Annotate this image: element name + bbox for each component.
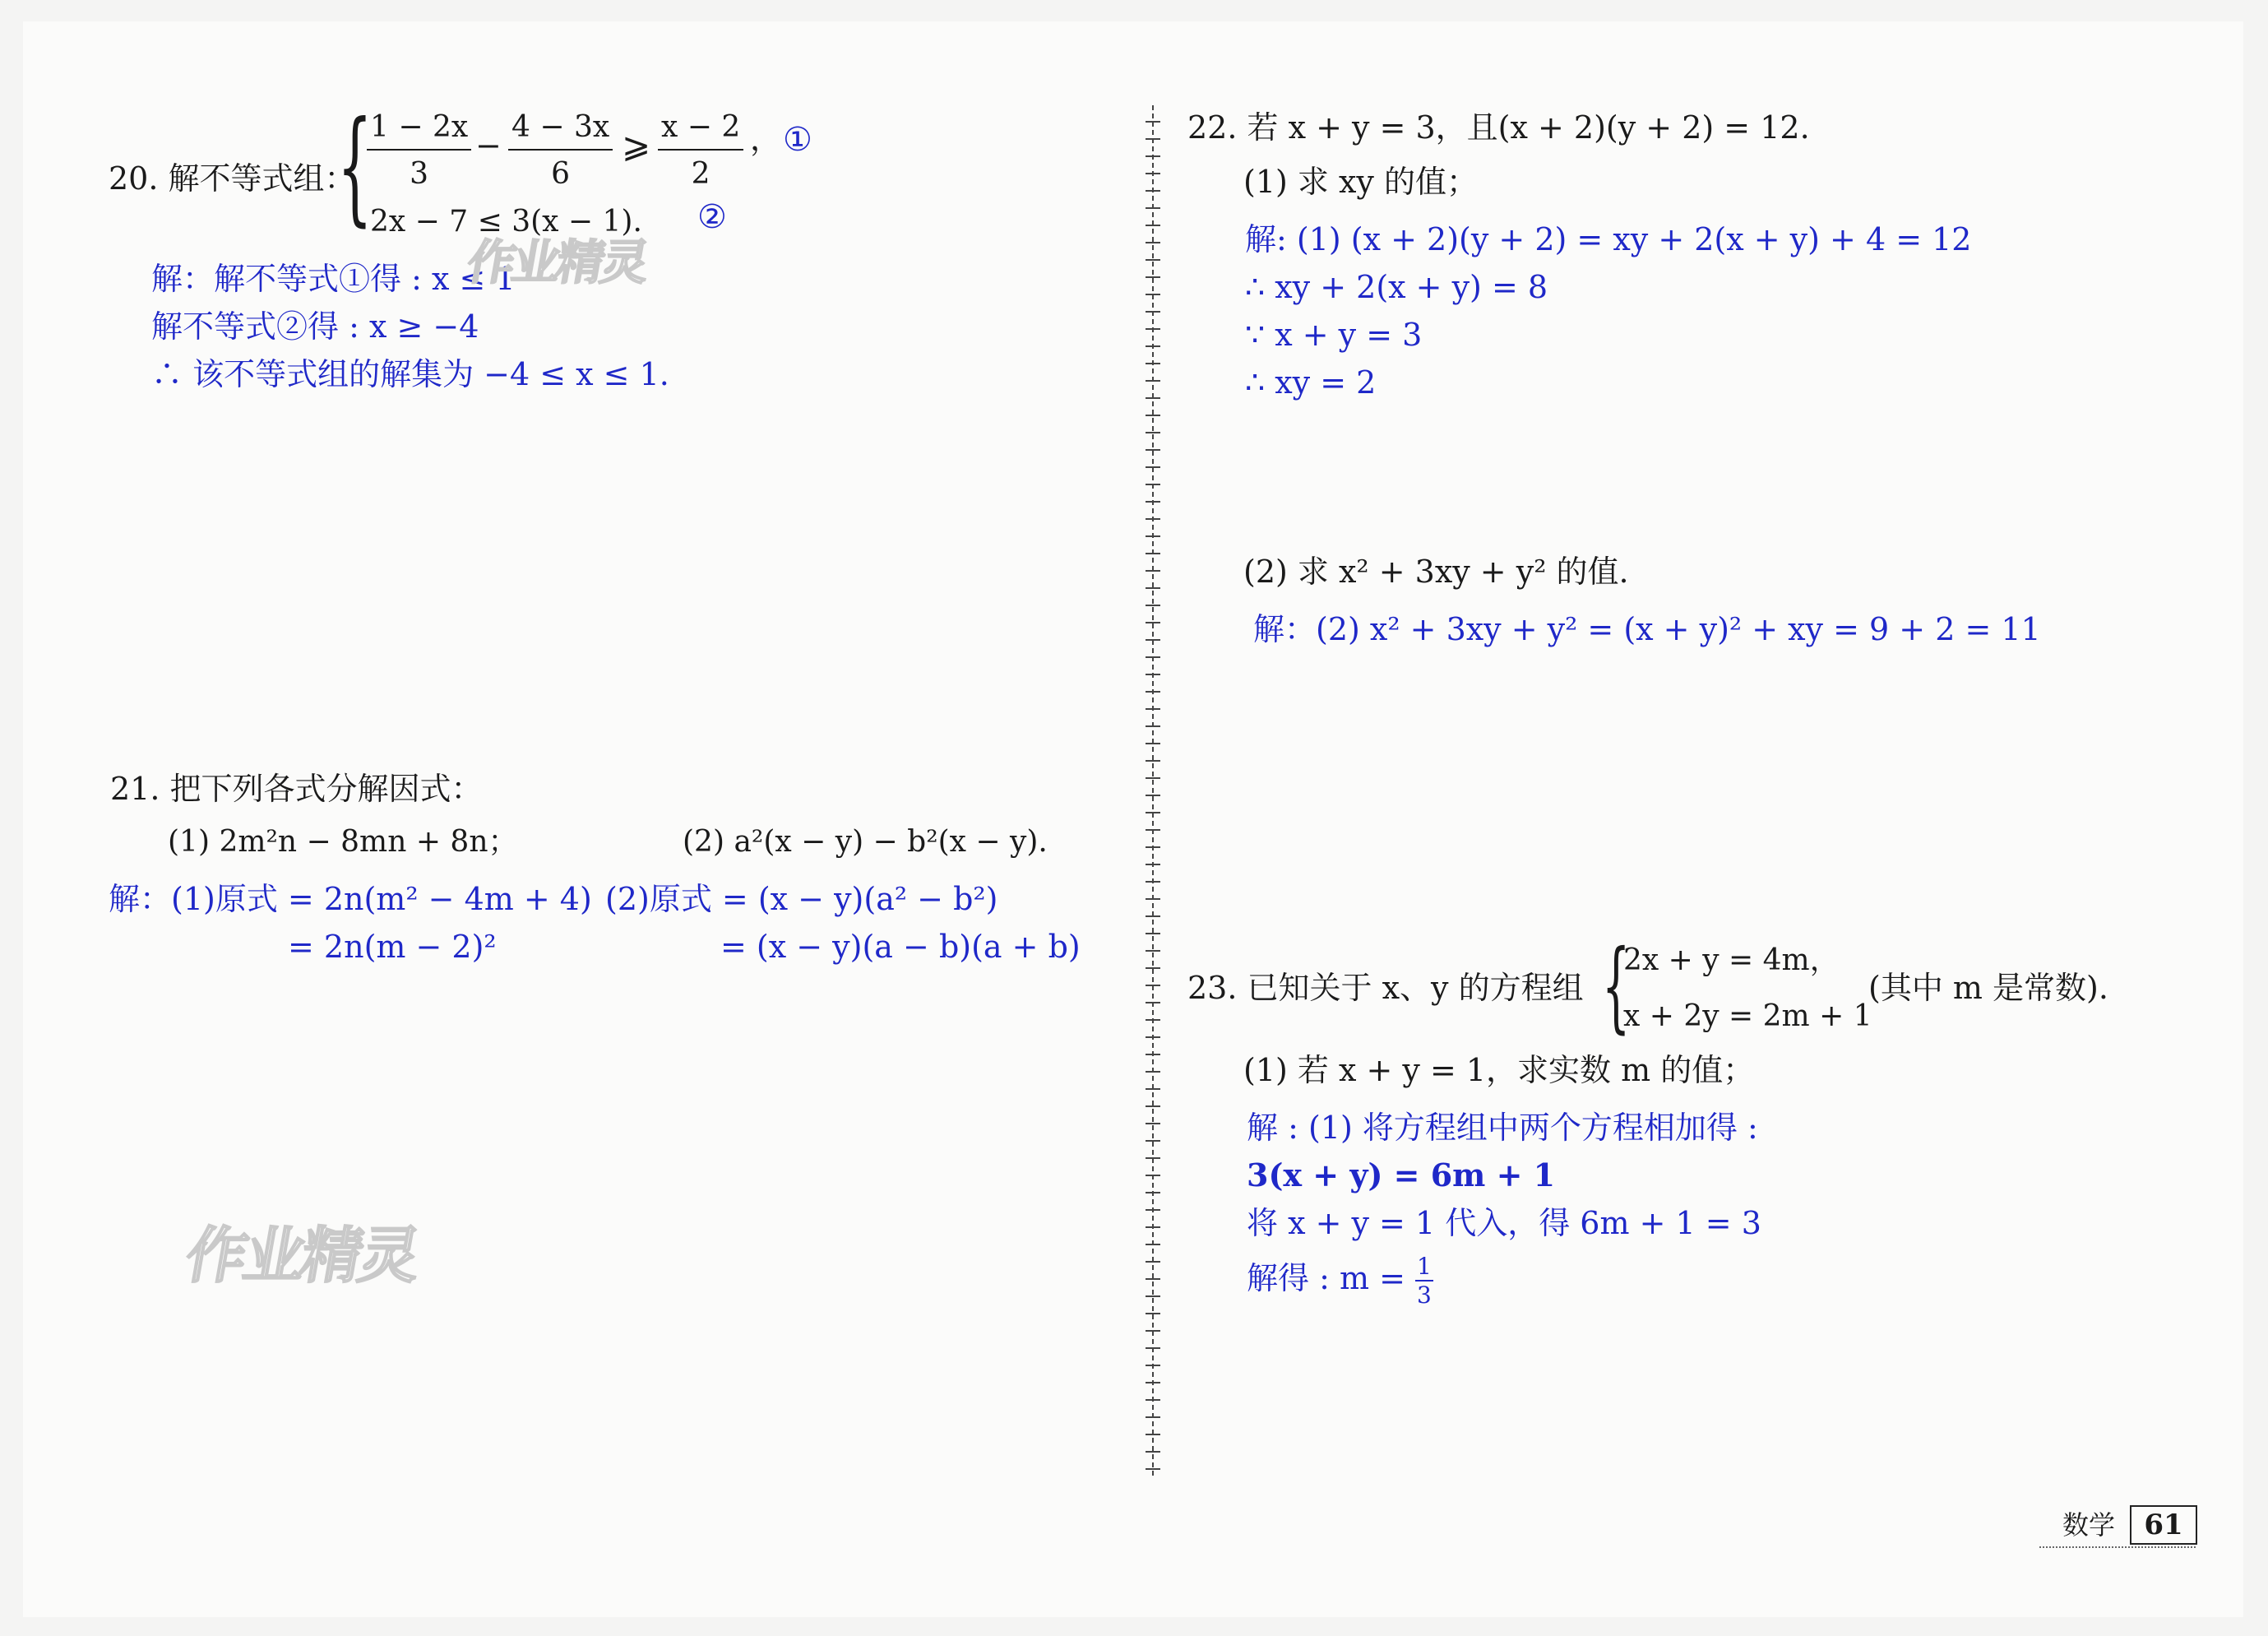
q20-frac2 xyxy=(508,110,613,191)
q21-part2: (2) a²(x − y) − b²(x − y). xyxy=(683,825,1048,859)
q23-label: 23. 已知关于 x、y 的方程组 xyxy=(1187,970,1584,1006)
q20-label: 20. 解不等式组： xyxy=(109,160,356,197)
q22-answer1-line-4: ∴ xy = 2 xyxy=(1245,364,1377,401)
q20-frac2-num: 4 − 3x xyxy=(508,110,613,151)
q20-frac3-den: 2 xyxy=(691,157,710,191)
q21-answer-right-1: (2)原式 = (x − y)(a² − b²) xyxy=(605,881,998,917)
column-divider xyxy=(1152,105,1154,1476)
q20-frac3 xyxy=(658,110,743,191)
watermark: 作业精灵 xyxy=(180,1221,424,1291)
q23-answer-frac-num: 1 xyxy=(1417,1253,1432,1280)
q23-answer-fraction xyxy=(1415,1255,1433,1307)
q20-answer-line-2: 解不等式②得 : x ≥ −4 xyxy=(151,308,479,345)
q23-answer-line-2: 3(x + y) = 6m + 1 xyxy=(1247,1156,1556,1193)
q20-frac3-num: x − 2 xyxy=(658,110,743,151)
q23-note: (其中 m 是常数). xyxy=(1868,970,2108,1006)
q20-mark1: ① xyxy=(783,121,812,159)
q21-answer-left-2: = 2n(m − 2)² xyxy=(288,929,497,965)
q23-answer-line-1: 解 : (1) 将方程组中两个方程相加得 : xyxy=(1247,1110,1758,1146)
q23-part1: (1) 若 x + y = 1，求实数 m 的值； xyxy=(1243,1052,1755,1088)
q20-brace: { xyxy=(337,95,373,239)
q20-comma: ， xyxy=(750,121,782,157)
q20-frac1-num: 1 − 2x xyxy=(367,110,471,151)
page-number: 61 xyxy=(2130,1505,2197,1545)
footer-subject: 数学 xyxy=(2062,1509,2116,1541)
q22-answer1-line-3: ∵ x + y = 3 xyxy=(1245,317,1423,353)
q23-brace: { xyxy=(1602,929,1631,1044)
footer-dotted-line xyxy=(2039,1546,2196,1548)
q22-part1: (1) 求 xy 的值； xyxy=(1243,164,1478,200)
q20-ge: ⩾ xyxy=(622,125,651,165)
q20-ineq2: 2x − 7 ≤ 3(x − 1). xyxy=(370,205,642,239)
q22-answer2: 解：(2) x² + 3xy + y² = (x + y)² + xy = 9 + 2 = 11 xyxy=(1253,611,2041,647)
q23-answer-line-4-text: 解得 : m = xyxy=(1247,1260,1405,1296)
q20-frac1-den: 3 xyxy=(410,157,429,191)
q23-eq1: 2x + y = 4m， xyxy=(1623,943,1840,977)
q21-answer-right-2: = (x − y)(a − b)(a + b) xyxy=(720,929,1081,965)
q23-answer-line-3: 将 x + y = 1 代入，得 6m + 1 = 3 xyxy=(1247,1205,1761,1241)
q21-answer-left-1: 解：(1)原式 = 2n(m² − 4m + 4) xyxy=(109,881,592,917)
q20-frac1 xyxy=(367,110,471,191)
q20-answer-line-1: 解：解不等式①得 : x ≤ 1 xyxy=(151,261,516,297)
q20-answer-line-3: ∴ 该不等式组的解集为 −4 ≤ x ≤ 1. xyxy=(151,356,669,392)
q21-label: 21. 把下列各式分解因式： xyxy=(110,771,483,807)
q23-answer-frac-den: 3 xyxy=(1417,1281,1432,1309)
q23-eq2: x + 2y = 2m + 1 xyxy=(1623,999,1872,1033)
q20-frac2-den: 6 xyxy=(551,157,571,191)
watermark: 作业精灵 xyxy=(463,234,651,290)
q22-label: 22. 若 x + y = 3，且(x + 2)(y + 2) = 12. xyxy=(1187,109,1810,146)
q20-minus: − xyxy=(475,127,502,164)
q22-answer1-line-2: ∴ xy + 2(x + y) = 8 xyxy=(1245,269,1548,305)
q22-part2: (2) 求 x² + 3xy + y² 的值. xyxy=(1243,554,1629,590)
q22-answer1-line-1: 解: (1) (x + 2)(y + 2) = xy + 2(x + y) + 4 = 12 xyxy=(1245,221,1972,257)
q23-answer-line-4 xyxy=(1247,1255,1433,1307)
q21-part1: (1) 2m²n − 8mn + 8n； xyxy=(168,825,518,859)
q20-mark2: ② xyxy=(697,198,727,236)
